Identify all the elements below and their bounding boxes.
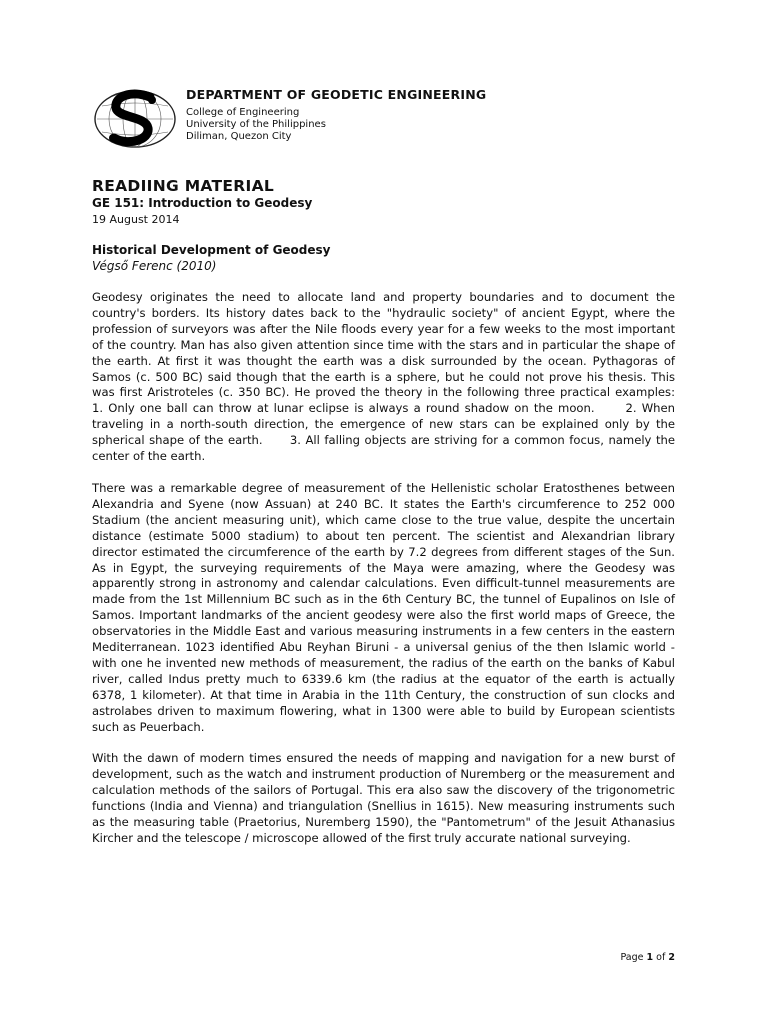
- total-pages-number: 2: [668, 952, 675, 963]
- course-title: GE 151: Introduction to Geodesy: [92, 196, 313, 210]
- paragraph: There was a remarkable degree of measurement of the Hellenistic scholar Eratosthenes between Alexandria and Syene (now Assuan) at 240 BC. It states the Earth's circumference to 252 000 Stadium (the ancient measuring unit), which came close to the true value, despite the uncertain distance (estimate 5000 stadium) to about ten percent. The scientist and Alexandrian library director estimated the circumference of the earth by 7.2 degrees from different stages of the Sun. As in Egypt, the surveying requirements of the Maya were amazing, where the Geodesy was apparently strong in astronomy and calendar calculations. Even difficult-tunnel measurements are made from the 1st Millennium BC such as in the 6th Century BC, the tunnel of Eupalinos on Isle of Samos. Important landmarks of the ancient geodesy were also the first world maps of Greece, the observatories in the Middle East and various measuring instruments in a few centers in the eastern Mediterranean. 1023 identified Abu Reyhan Biruni - a universal genius of the then Islamic world - with one he invented new methods of measurement, the radius of the earth on the banks of Kabul river, called Indus pretty much to 6339.6 km (the radius at the equator of the earth is actually 6378, 1 kilometer). At that time in Arabia in the 11th Century, the construction of sun clocks and astrolabes driven to maximum flowering, what in 1300 were able to build by European scientists such as Peuerbach.: [92, 480, 675, 734]
- department-info: [186, 87, 486, 143]
- document-title: READIING MATERIAL: [92, 177, 275, 195]
- location: Diliman, Quezon City: [186, 131, 292, 142]
- article-title: Historical Development of Geodesy: [92, 243, 331, 257]
- current-page-number: 1: [646, 952, 654, 963]
- letterhead: [92, 84, 682, 154]
- document-date: 19 August 2014: [92, 213, 180, 226]
- globe-s-logo-icon: [92, 88, 178, 150]
- page-footer: [620, 952, 675, 963]
- paragraph: With the dawn of modern times ensured the needs of mapping and navigation for a new burst of development, such as the watch and instrument production of Nuremberg or the measurement and calculation methods of the sailors of Portugal. This era also saw the discovery of the trigonometric functions (India and Vienna) and triangulation (Snellius in 1615). New measuring instruments such as the measuring table (Praetorius, Nuremberg 1590), the "Pantometrum" of the Jesuit Athanasius Kircher and the telescope / microscope allowed of the first truly accurate national surveying.: [92, 751, 675, 845]
- article-body: [92, 290, 698, 863]
- department-name: DEPARTMENT OF GEODETIC ENGINEERING: [186, 87, 487, 102]
- college-name: College of Engineering: [186, 107, 300, 118]
- article-author: Végső Ferenc (2010): [92, 259, 217, 273]
- university-name: University of the Philippines: [186, 119, 326, 130]
- of-label: of: [656, 952, 666, 963]
- paragraph: Geodesy originates the need to allocate land and property boundaries and to document the country's borders. Its history dates back to the "hydraulic society" of ancient Egypt, where the profession of surveyors was after the Nile floods every year for a few weeks to the most important of the country. Man has also given attention since time with the stars and in particular the shape of the earth. At first it was thought the earth was a disk surrounded by the ocean. Pythagoras of Samos (c. 500 BC) said though that the earth is a sphere, but he could not prove his thesis. This was first Aristroteles (c. 350 BC). He proved the theory in the following three practical examples: 1. Only one ball can throw at lunar eclipse is always a round shadow on the moon. 2. When traveling in a north-south direction, the emergence of new stars can be explained only by the spherical shape of the earth. 3. All falling objects are striving for a common focus, namely the center of the earth.: [92, 290, 698, 464]
- page-label: Page: [620, 952, 644, 963]
